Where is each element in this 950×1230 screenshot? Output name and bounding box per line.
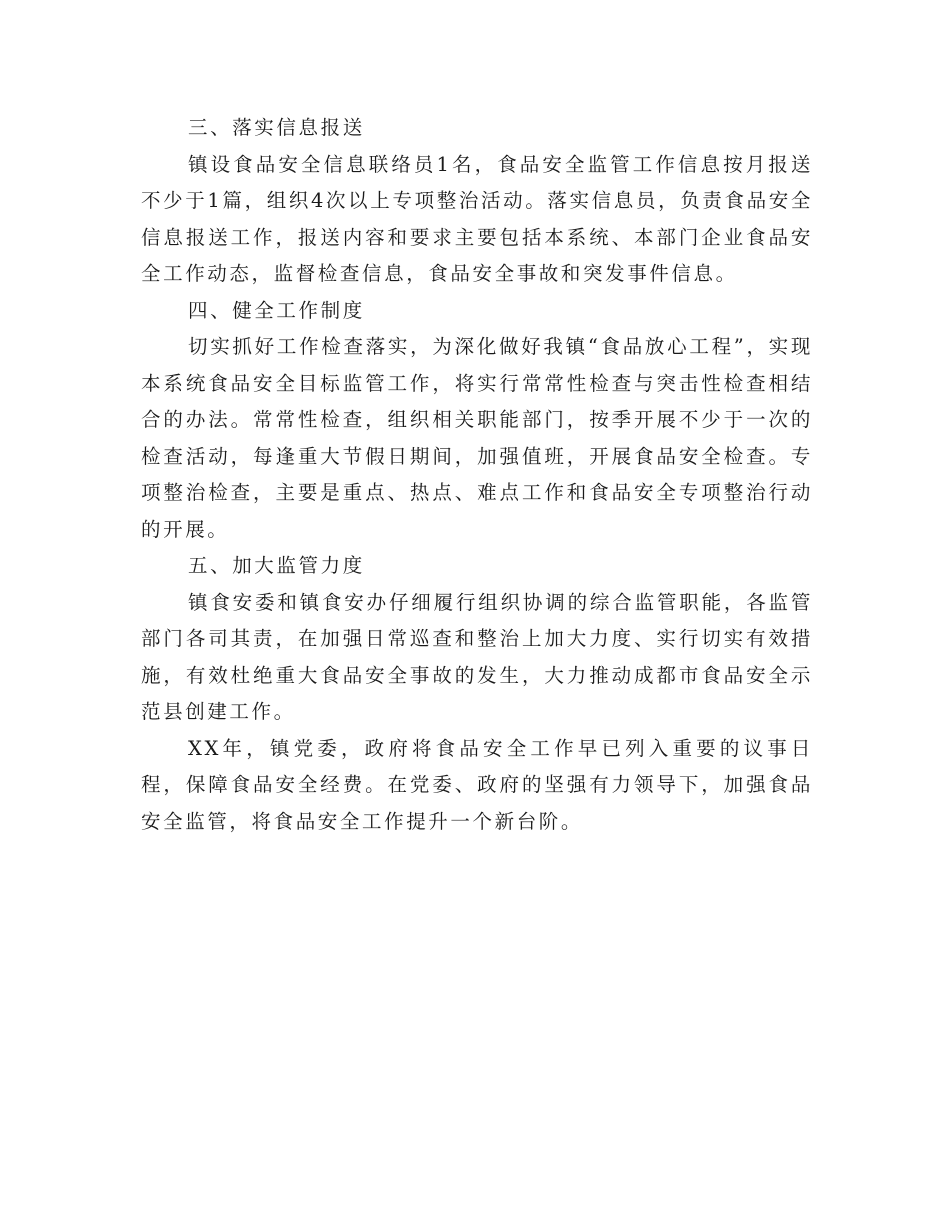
section-heading-3: 三、落实信息报送 xyxy=(188,116,365,139)
document-body xyxy=(141,110,813,840)
section-heading-5: 五、加大监管力度 xyxy=(188,554,365,577)
section-paragraph-4: 切实抓好工作检查落实，为深化做好我镇“食品放心工程”，实现本系统食品安全目标监管工作，将实行常常性检查与突击性检查相结合的办法。常常性检查，组织相关职能部门，按季开展不少于一次的检查活动，每逢重大节假日期间，加强值班，开展食品安全检查。专项整治检查，主要是重点、热点、难点工作和食品安全专项整治行动的开展。 xyxy=(141,335,813,541)
section-heading-4: 四、健全工作制度 xyxy=(188,298,365,322)
closing-paragraph: XX年，镇党委，政府将食品安全工作早已列入重要的议事日程，保障食品安全经费。在党委、政府的坚强有力领导下，加强食品安全监管，将食品安全工作提升一个新台阶。 xyxy=(141,736,813,833)
section-paragraph-3: 镇设食品安全信息联络员1名，食品安全监管工作信息按月报送不少于1篇，组织4次以上专项整治活动。落实信息员，负责食品安全信息报送工作，报送内容和要求主要包括本系统、本部门企业食品安全工作动态，监督检查信息，食品安全事故和突发事件信息。 xyxy=(141,152,813,285)
section-paragraph-5: 镇食安委和镇食安办仔细履行组织协调的综合监管职能，各监管部门各司其责，在加强日常巡查和整治上加大力度、实行切实有效措施，有效杜绝重大食品安全事故的发生，大力推动成都市食品安全示范县创建工作。 xyxy=(141,590,813,723)
